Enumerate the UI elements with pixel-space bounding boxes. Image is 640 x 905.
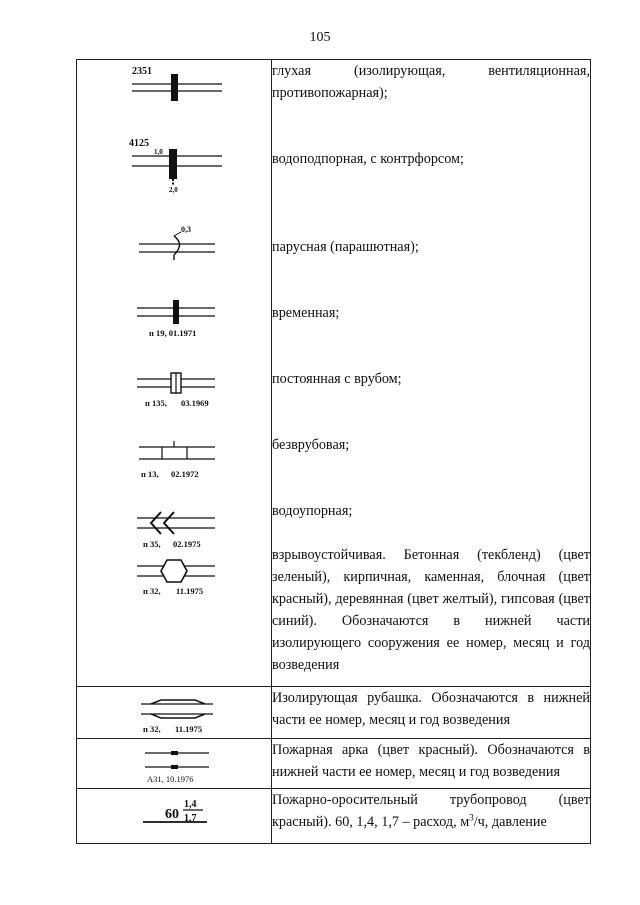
symbol-caption-date: 03.1969 (181, 398, 209, 408)
symbol-caption-date: 02.1975 (173, 539, 201, 549)
symbol-numerator: 1,4 (184, 799, 197, 810)
description-arch: Пожарная арка (цвет красный). Обозначаются в нижней части ее номер, месяц и год возведения (272, 742, 590, 780)
description-blind: глухая (изолирующая, вентиляционная, противопожарная); (272, 63, 590, 101)
symbol-label: 4125 (129, 138, 149, 149)
symbol-caption-date: 02.1972 (171, 469, 199, 479)
symbol-cell (77, 60, 272, 687)
description-pipeline-text: Пожарно-оросительный трубопровод (цвет красный). 60, 1,4, 1,7 – расход, м (272, 792, 590, 830)
page-number: 105 (309, 30, 331, 45)
symbol-caption: А31, 10.1976 (147, 774, 194, 784)
symbol-cell (77, 739, 272, 789)
symbol-caption: п 19, 01.1971 (149, 328, 197, 338)
description-pipeline (272, 789, 590, 833)
symbol-label: 2351 (132, 66, 152, 77)
description-permanent: постоянная с врубом; (272, 371, 402, 387)
legend-table (76, 59, 591, 844)
symbol-caption-number: п 35, (143, 539, 161, 549)
symbol-cell (77, 687, 272, 739)
table-row (77, 789, 591, 844)
description-temporary: временная; (272, 305, 340, 321)
description-cell (272, 60, 591, 687)
symbol-buttress-wall (77, 134, 271, 194)
symbol-caption-number: п 32, (143, 724, 161, 734)
symbol-permanent-wall (77, 366, 271, 410)
symbol-explosion-wall (77, 550, 271, 600)
description-pipeline-tail: /ч, давление (473, 814, 547, 830)
description-pipeline-sup: 3 (469, 812, 474, 823)
symbol-caption-number: п 13, (141, 469, 159, 479)
table-row (77, 739, 591, 789)
symbol-waterproof-wall (77, 506, 271, 550)
symbol-caption-date: 11.1975 (176, 586, 204, 596)
symbol-caption-number: п 135, (145, 398, 167, 408)
symbol-temporary-wall (77, 296, 271, 340)
symbol-small-top: 1,0 (154, 148, 163, 156)
symbol-label: 0,3 (181, 225, 191, 234)
description-cell (272, 789, 591, 844)
description-explosion: взрывоустойчивая. Бетонная (текбленд) (цвет зеленый), кирпичная, каменная, блочная (цвет красный), деревянная (цвет желтый), гипсовая (цвет синий). Обозначаются в нижней части изолирующего сооружения ее номер, месяц и год возведения (272, 547, 590, 673)
description-sail: парусная (парашютная); (272, 239, 419, 255)
symbol-sail-wall (77, 222, 271, 272)
symbol-small-bottom: 2,0 (169, 186, 178, 194)
symbol-denominator: 1,7 (184, 813, 197, 824)
description-nocut: безврубовая; (272, 437, 350, 453)
symbol-main-value: 60 (165, 807, 179, 822)
description-buttress: водоподпорная, с контрфорсом; (272, 151, 464, 167)
symbol-nocut-wall (77, 435, 271, 481)
description-jacket: Изолирующая рубашка. Обозначаются в нижней части ее номер, месяц и год возведения (272, 690, 590, 728)
symbol-jacket (77, 689, 271, 737)
symbol-blind-wall (77, 62, 271, 112)
table-row (77, 687, 591, 739)
symbol-caption-date: 11.1975 (175, 724, 203, 734)
description-cell (272, 739, 591, 789)
description-cell (272, 687, 591, 739)
symbol-pipeline (77, 793, 271, 833)
table-row (77, 60, 591, 687)
symbol-cell (77, 789, 272, 844)
description-waterproof: водоупорная; (272, 503, 353, 519)
symbol-fire-arch (77, 741, 271, 787)
symbol-caption-number: п 32, (143, 586, 161, 596)
